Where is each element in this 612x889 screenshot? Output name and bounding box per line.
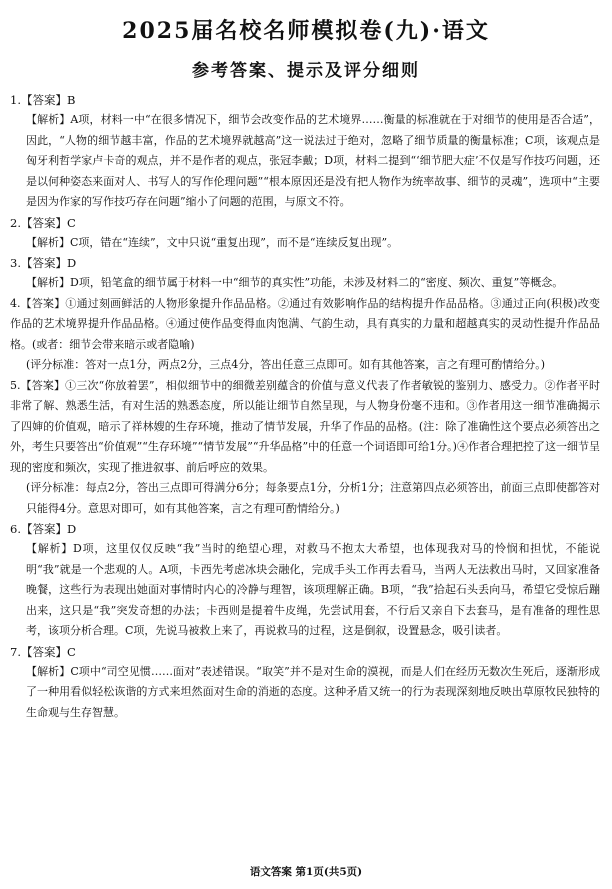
page-title: 2025届名校名师模拟卷(九)·语文 [122, 18, 490, 44]
scoring-note: (评分标准：每点2分，答出三点即可得满分6分；每条要点1分，分析1分；注意第四点必须答出，前面三点即使都答对只能得4分。意思对即可，如有其他答案，言之有理可酌情给分。) [26, 481, 600, 515]
question-1 [10, 90, 600, 213]
answer-line: 1.【答案】B [10, 93, 76, 107]
explanation: 【解析】A项，材料一中“在很多情况下，细节会改变作品的艺术境界……衡量的标准就在于对细节的使用是否合适”，因此，“人物的细节越丰富，作品的艺术境界就越高”这一说法过于绝对，忽略了细节质量的衡量标准；C项，该观点是匈牙利哲学家卢卡奇的观点，并不是作者的观点，张冠李戴；D项，材料二提到“‘细节肥大症’不仅是写作技巧问题，还是以何种姿态来面对人、书写人的写作伦理问题”“根本原因还是没有把人物作为统率故事、细节的灵魂”，选项中“主要是因为作家的写作技巧存在问题”缩小了问题的范围，与原文不符。 [26, 113, 600, 208]
explanation: 【解析】D项，这里仅仅反映“我”当时的绝望心理，对救马不抱太大希望，也体现我对马的怜悯和担忧，不能说明“我”就是一个悲观的人。A项，卡西先考虑冰块会融化，完成手头工作再去看马，当两人无法救出马时，又回家准备晚餐，这些行为表现出她面对事情时内心的冷静与理智，该项理解正确。B项，“我”拾起石头丢向马，希望它受惊后蹦出来，这只是“我”突发奇想的办法；卡西则是提着牛皮绳，先尝试用套，不行后又亲自下去套马，是有准备的理性思考，该项分析合理。C项，先说马被救上来了，再说救马的过程，这是倒叙，设置悬念，吸引读者。 [26, 542, 600, 637]
question-3 [10, 253, 600, 294]
question-4 [10, 294, 600, 376]
scoring-note: (评分标准：答对一点1分，两点2分，三点4分，答出任意三点即可。如有其他答案，言之有理可酌情给分。) [26, 358, 546, 371]
explanation: 【解析】C项中“司空见惯……面对”表述错误。“取笑”并不是对生命的漠视，而是人们在经历无数次生死后，逐渐形成了一种用看似轻松诙谐的方式来坦然面对生命的消逝的态度。这种矛盾又统一的行为表现深刻地反映出草原牧民独特的生命观与生存智慧。 [26, 664, 600, 719]
answers-list [10, 90, 600, 723]
question-2 [10, 213, 600, 254]
answer-line: 5.【答案】①三次“你放着罢”，相似细节中的细微差别蕴含的价值与意义代表了作者敏锐的鉴别力、感受力。②作者平时非常了解、熟悉生活，有对生活的熟悉态度，所以能让细节自然呈现，与人物身份毫不违和。③作者用这一细节准确揭示了四婶的价值观，暗示了祥林嫂的生存环境，推动了情节发展，升华了作品的品格。(注：除了准确性这个要点必须答出之外，考生只要答出“价值观”“生存环境”“情节发展”“升华品格”中的任意一个词语即可给1分。)④作者合理把控了这一细节呈现的密度和频次，实现了推进叙事、前后呼应的效果。 [10, 378, 600, 474]
page-subtitle: 参考答案、提示及评分细则 [192, 61, 420, 81]
question-5 [10, 376, 600, 520]
answer-line: 2.【答案】C [10, 215, 76, 230]
explanation: 【解析】D项，铅笔盒的细节属于材料一中“细节的真实性”功能，未涉及材料二的“密度、频次、重复”等概念。 [26, 276, 564, 289]
question-7 [10, 642, 600, 724]
answer-line: 4.【答案】①通过刻画鲜活的人物形象提升作品品格。②通过有效影响作品的结构提升作品品格。③通过正向(积极)改变作品的艺术境界提升作品品格。④通过使作品变得血肉饱满、气韵生动，具有真实的力量和超越真实的灵动性提升作品品格。(或者：细节会带来暗示或者隐喻) [10, 296, 600, 351]
question-6 [10, 519, 600, 642]
answer-line: 3.【答案】D [10, 256, 77, 270]
answer-line: 7.【答案】C [10, 644, 76, 659]
answer-line: 6.【答案】D [10, 522, 77, 536]
explanation: 【解析】C项，错在“连续”，文中只说“重复出现”，而不是“连续反复出现”。 [26, 235, 399, 249]
page-footer: 语文答案 第1页(共5页) [249, 866, 363, 878]
